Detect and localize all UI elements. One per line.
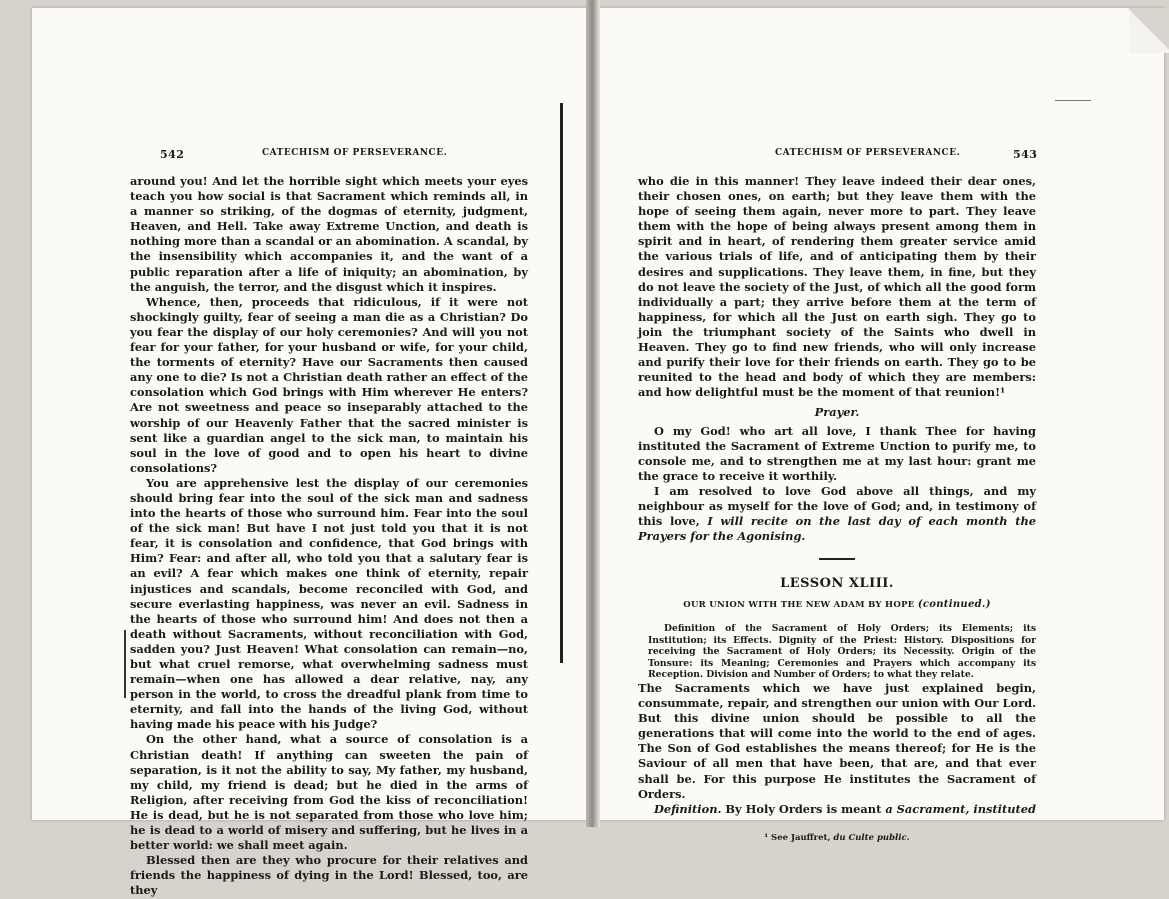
pencil-margin-mark — [124, 630, 126, 698]
right-page-number: 543 — [1013, 148, 1038, 161]
left-page-text — [130, 174, 528, 899]
left-page-number: 542 — [160, 148, 185, 161]
lesson-title: LESSON XLIII. — [780, 576, 894, 592]
paragraph: You are apprehensive lest the display of our ceremonies should bring fear into the soul of the sick man and sadness into the hearts of those who surround him. Fear into the soul of the sick man! But have I not just told you that it is not fear, it is consolation and confidence, that God brings with Him? Fear: and after all, who told you that a salutary fear is an evil? A fear which makes one think of eternity, repair injustices and scandals, become reconciled with God, and secure everlasting happiness, was never an evil. Sadness in the hearts of those who surround him! And does not then a death without Sacraments, without reconciliation with God, sadden you? Just Heaven! What consolation can remain—no, but what cruel remorse, what overwhelming sadness must remain—when one has allowed a dear relative, nay, any person in the world, to cross the dreadful plank from time to eternity, and fall into the hands of the living God, without having made his peace with his Judge? — [130, 475, 528, 732]
paragraph: On the other hand, what a source of consolation is a Christian death! If anything can sweeten the pain of separation, is it not the ability to say, My father, my husband, my child, my friend is dead; but he died in the arms of Religion, after receiving from God the kiss of reconciliation! He is dead, but he is not separated from those who love him; he is dead to a world of misery and suffering, but he lives in a better world: we shall meet again. — [130, 732, 528, 853]
definition-paragraph: Definition. By Holy Orders is meant a Sacrament, instituted — [654, 801, 1036, 816]
paragraph: around you! And let the horrible sight which meets your eyes teach you how social is that Sacrament which reminds all, in a manner so striking, of the dogmas of eternity, judgment, Heaven, and Hell. Take away Extreme Unction, and death is nothing more than a scandal or an abomination. A scandal, by the insensibility which accompanies it, and the want of a public reparation after a life of iniquity; an abomination, by the anguish, the terror, and the disgust which it inspires. — [130, 174, 528, 294]
right-page-text — [638, 174, 1036, 846]
paragraph: Whence, then, proceeds that ridiculous, if it were not shockingly guilty, fear of seeing a man die as a Christian? Do you fear the display of our holy ceremonies? And will you not fear for your father, for your husband or wife, for your child, the torments of eternity? Have our Sacraments then caused any one to die? Is not a Christian death rather an effect of the consolation which God brings with Him wherever He enters? Are not sweetness and peace so inseparably attached to the worship of our Heavenly Father that the sacred minister is sent like a guardian angel to the sick man, to maintain his soul in the love of good and to open his heart to divine consolations? — [130, 294, 528, 475]
paragraph: Blessed then are they who procure for their relatives and friends the happiness of dying in the Lord! Blessed, too, are they — [130, 853, 528, 898]
lesson-summary: Definition of the Sacrament of Holy Orders; its Elements; its Institution; its Effects. Dignity of the Priest: History. Dispositions for receiving the Sacrament of Holy Orders; its Necessity. Origin of the Tonsure: its Meaning; Ceremonies and Prayers which accompany its Reception. Division and Number of Orders; to what they relate. — [648, 623, 1036, 681]
margin-rule-line — [560, 103, 563, 663]
paragraph: O my God! who art all love, I thank Thee for having instituted the Sacrament of Extreme Unction to purify me, to console me, and to strengthen me at my last hour: grant me the grace to receive it worthily. — [638, 423, 1036, 483]
lesson-subtitle: OUR UNION WITH THE NEW ADAM BY HOPE (continued.) — [683, 599, 991, 611]
paragraph: who die in this manner! They leave indeed their dear ones, their chosen ones, on earth; but they leave them with the hope of seeing them again, never more to part. They leave them with the hope of being always present among them in spirit and in heart, of rendering them greater service amid the various trials of life, and of anticipating them by their desires and supplications. They leave them, in fine, but they do not leave the society of the Just, of which all the good form individually a part; they arrive before them at the term of happiness, for which all the Just on earth sigh. They go to join the triumphant society of the Saints who dwell in Heaven. They go to find new friends, who will only increase and purify their love for their friends on earth. They go to be reunited to the head and body of which they are members: and how delightful must be the moment of that reunion!¹ — [638, 174, 1036, 400]
section-divider — [819, 558, 855, 560]
right-running-head: CATECHISM OF PERSEVERANCE. — [775, 148, 961, 158]
prayer-heading: Prayer. — [814, 405, 860, 420]
footnote: ¹ See Jauffret, du Culte public. — [764, 832, 910, 843]
paragraph: The Sacraments which we have just explained begin, consummate, repair, and strengthen our union with Our Lord. But this divine union should be possible to all the generations that will come into the world to the end of ages. The Son of God establishes the means thereof; for He is the Saviour of all men that have been, that are, and that ever shall be. For this purpose He institutes the Sacrament of Orders. — [638, 680, 1036, 801]
resolution-paragraph: I am resolved to love God above all things, and my neighbour as myself for the love of God; and, in testimony of this love, I will recite on the last day of each month the Prayers for the Agonising. — [638, 483, 1036, 544]
right-page-content — [598, 0, 1164, 843]
left-running-head: CATECHISM OF PERSEVERANCE. — [262, 148, 448, 158]
